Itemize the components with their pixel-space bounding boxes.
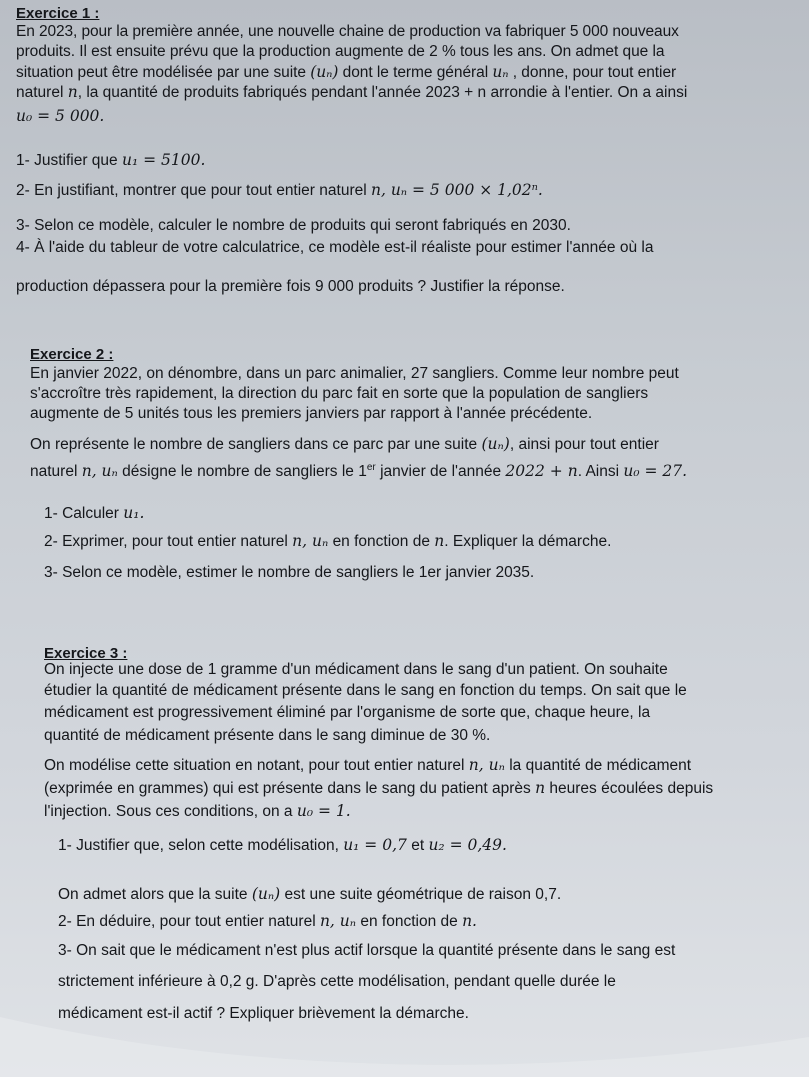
ex2-paragraph-line: augmente de 5 unités tous les premiers janviers par rapport à l'année précédente. bbox=[30, 405, 593, 422]
text: (exprimée en grammes) qui est présente dans le sang du patient après bbox=[44, 780, 531, 797]
ex3-question-1 bbox=[58, 835, 507, 856]
text: en fonction de bbox=[332, 533, 430, 550]
ex2-question-2 bbox=[44, 531, 611, 552]
text: 1 bbox=[358, 463, 367, 481]
ex1-paragraph-line: produits. Il est ensuite prévu que la production augmente de 2 % tous les ans. On admet que la bbox=[16, 43, 665, 60]
ex1-question-2 bbox=[16, 180, 543, 201]
math: u₀ = 1. bbox=[296, 802, 351, 820]
ex1-question-4-cont: production dépassera pour la première fois 9 000 produits ? Justifier la réponse. bbox=[16, 278, 565, 295]
text: , donne, pour tout entier bbox=[512, 64, 677, 81]
ex1-question-4: 4- À l'aide du tableur de votre calculatrice, ce modèle est-il réaliste pour estimer l'année où la bbox=[16, 239, 654, 256]
text: On représente le nombre de sangliers dans ce parc par une suite bbox=[30, 436, 478, 453]
text: naturel bbox=[30, 463, 78, 481]
exercise-2-title: Exercice 2 : bbox=[30, 346, 114, 363]
text: 2- En justifiant, montrer que pour tout entier naturel bbox=[16, 182, 367, 199]
text: arrondie à l'entier. On a ainsi bbox=[490, 84, 688, 101]
ex1-question-1 bbox=[16, 150, 205, 171]
text: , ainsi pour tout entier bbox=[509, 436, 659, 453]
ex3-paragraph-line bbox=[44, 778, 713, 799]
page-curl-shadow bbox=[0, 957, 809, 1077]
ex3-question-3-cont: médicament est-il actif ? Expliquer brièvement la démarche. bbox=[58, 1005, 469, 1022]
ex3-admission bbox=[58, 884, 561, 905]
math: u₁ = 5100. bbox=[121, 151, 206, 169]
ex3-paragraph-line: médicament est progressivement éliminé par l'organisme de sorte que, chaque heure, la bbox=[44, 704, 651, 721]
math: 2023 + n bbox=[425, 84, 487, 101]
text: désigne le nombre de sangliers le bbox=[122, 463, 354, 481]
text: 1- Justifier que, selon cette modélisation, bbox=[58, 837, 339, 854]
text: 1- Calculer bbox=[44, 505, 119, 522]
math: u₁. bbox=[123, 504, 145, 522]
math: n. bbox=[462, 912, 477, 930]
ex3-question-3-cont: strictement inférieure à 0,2 g. D'après cette modélisation, pendant quelle durée le bbox=[58, 973, 616, 990]
ex1-question-3: 3- Selon ce modèle, calculer le nombre de produits qui seront fabriqués en 2030. bbox=[16, 217, 571, 234]
text: . Ainsi bbox=[577, 463, 620, 481]
math: (uₙ) bbox=[251, 885, 281, 903]
math: (uₙ) bbox=[310, 63, 339, 81]
text: On admet alors que la suite bbox=[58, 886, 248, 903]
math: 2022 + n bbox=[505, 462, 578, 481]
ex3-paragraph-line bbox=[44, 801, 351, 822]
math: n, uₙ bbox=[292, 532, 329, 550]
math: u₀ = 27. bbox=[623, 462, 688, 481]
ex3-paragraph-line: quantité de médicament présente dans le sang diminue de 30 %. bbox=[44, 727, 491, 744]
math: n, uₙ = 5 000 × 1,02ⁿ. bbox=[370, 181, 543, 199]
text: , la quantité de produits fabriqués pendant l'année bbox=[77, 84, 422, 101]
math: uₙ bbox=[492, 63, 509, 81]
ex1-paragraph-line: En 2023, pour la première année, une nouvelle chaine de production va fabriquer 5 000 nouveaux bbox=[16, 23, 679, 40]
text: 1- Justifier que bbox=[16, 152, 118, 169]
ex1-u0: u₀ = 5 000. bbox=[16, 107, 105, 125]
text: naturel bbox=[16, 84, 64, 101]
math: u₁ = 0,7 bbox=[343, 836, 407, 854]
ex2-paragraph-line: s'accroître très rapidement, la direction du parc fait en sorte que la population de sangliers bbox=[30, 385, 649, 402]
text: janvier de l'année bbox=[380, 463, 502, 481]
text: . Expliquer la démarche. bbox=[444, 533, 612, 550]
ex3-question-2 bbox=[58, 911, 477, 932]
math: u₂ = 0,49. bbox=[428, 836, 507, 854]
math: n, uₙ bbox=[319, 912, 357, 930]
exercise-3-title: Exercice 3 : bbox=[44, 645, 128, 662]
math: n bbox=[535, 779, 546, 797]
math: n, uₙ bbox=[81, 462, 118, 481]
ex3-paragraph-line bbox=[44, 755, 691, 776]
text: en fonction de bbox=[360, 913, 458, 930]
text: l'injection. Sous ces conditions, on a bbox=[44, 803, 293, 820]
text: heures écoulées depuis bbox=[549, 780, 714, 797]
math: n bbox=[434, 532, 445, 550]
math: n, uₙ bbox=[468, 756, 505, 774]
ex3-question-3: 3- On sait que le médicament n'est plus actif lorsque la quantité présente dans le sang est bbox=[58, 942, 676, 959]
superscript: er bbox=[366, 462, 376, 473]
ex3-paragraph-line: étudier la quantité de médicament présente dans le sang en fonction du temps. On sait que le bbox=[44, 682, 687, 699]
exercise-1-title: Exercice 1 : bbox=[16, 5, 100, 22]
ex3-paragraph-line bbox=[44, 660, 668, 680]
ex2-paragraph-line: En janvier 2022, on dénombre, dans un parc animalier, 27 sangliers. Comme leur nombre peut bbox=[30, 365, 679, 382]
math: n bbox=[67, 83, 78, 101]
text: situation peut être modélisée par une suite bbox=[16, 64, 306, 81]
text: est une suite géométrique de raison 0,7. bbox=[284, 886, 562, 903]
ex1-paragraph-line bbox=[16, 82, 687, 103]
ex2-question-1 bbox=[44, 503, 144, 524]
text: On modélise cette situation en notant, pour tout entier naturel bbox=[44, 757, 465, 774]
text: 2- Exprimer, pour tout entier naturel bbox=[44, 533, 288, 550]
text: 2- En déduire, pour tout entier naturel bbox=[58, 913, 316, 930]
ex2-paragraph-line bbox=[30, 458, 687, 482]
text: On injecte une dose de 1 gramme d'un médicament dans le sang d'un patient. On souhaite bbox=[44, 661, 668, 678]
ex1-paragraph-line bbox=[16, 62, 676, 83]
ex2-paragraph-line bbox=[30, 434, 659, 455]
math: (uₙ) bbox=[481, 435, 510, 453]
text: dont le terme général bbox=[342, 64, 489, 81]
ex2-question-3: 3- Selon ce modèle, estimer le nombre de sangliers le 1er janvier 2035. bbox=[44, 564, 535, 581]
text: et bbox=[411, 837, 425, 854]
page-edge-shape bbox=[0, 1017, 809, 1077]
text: la quantité de médicament bbox=[509, 757, 692, 774]
